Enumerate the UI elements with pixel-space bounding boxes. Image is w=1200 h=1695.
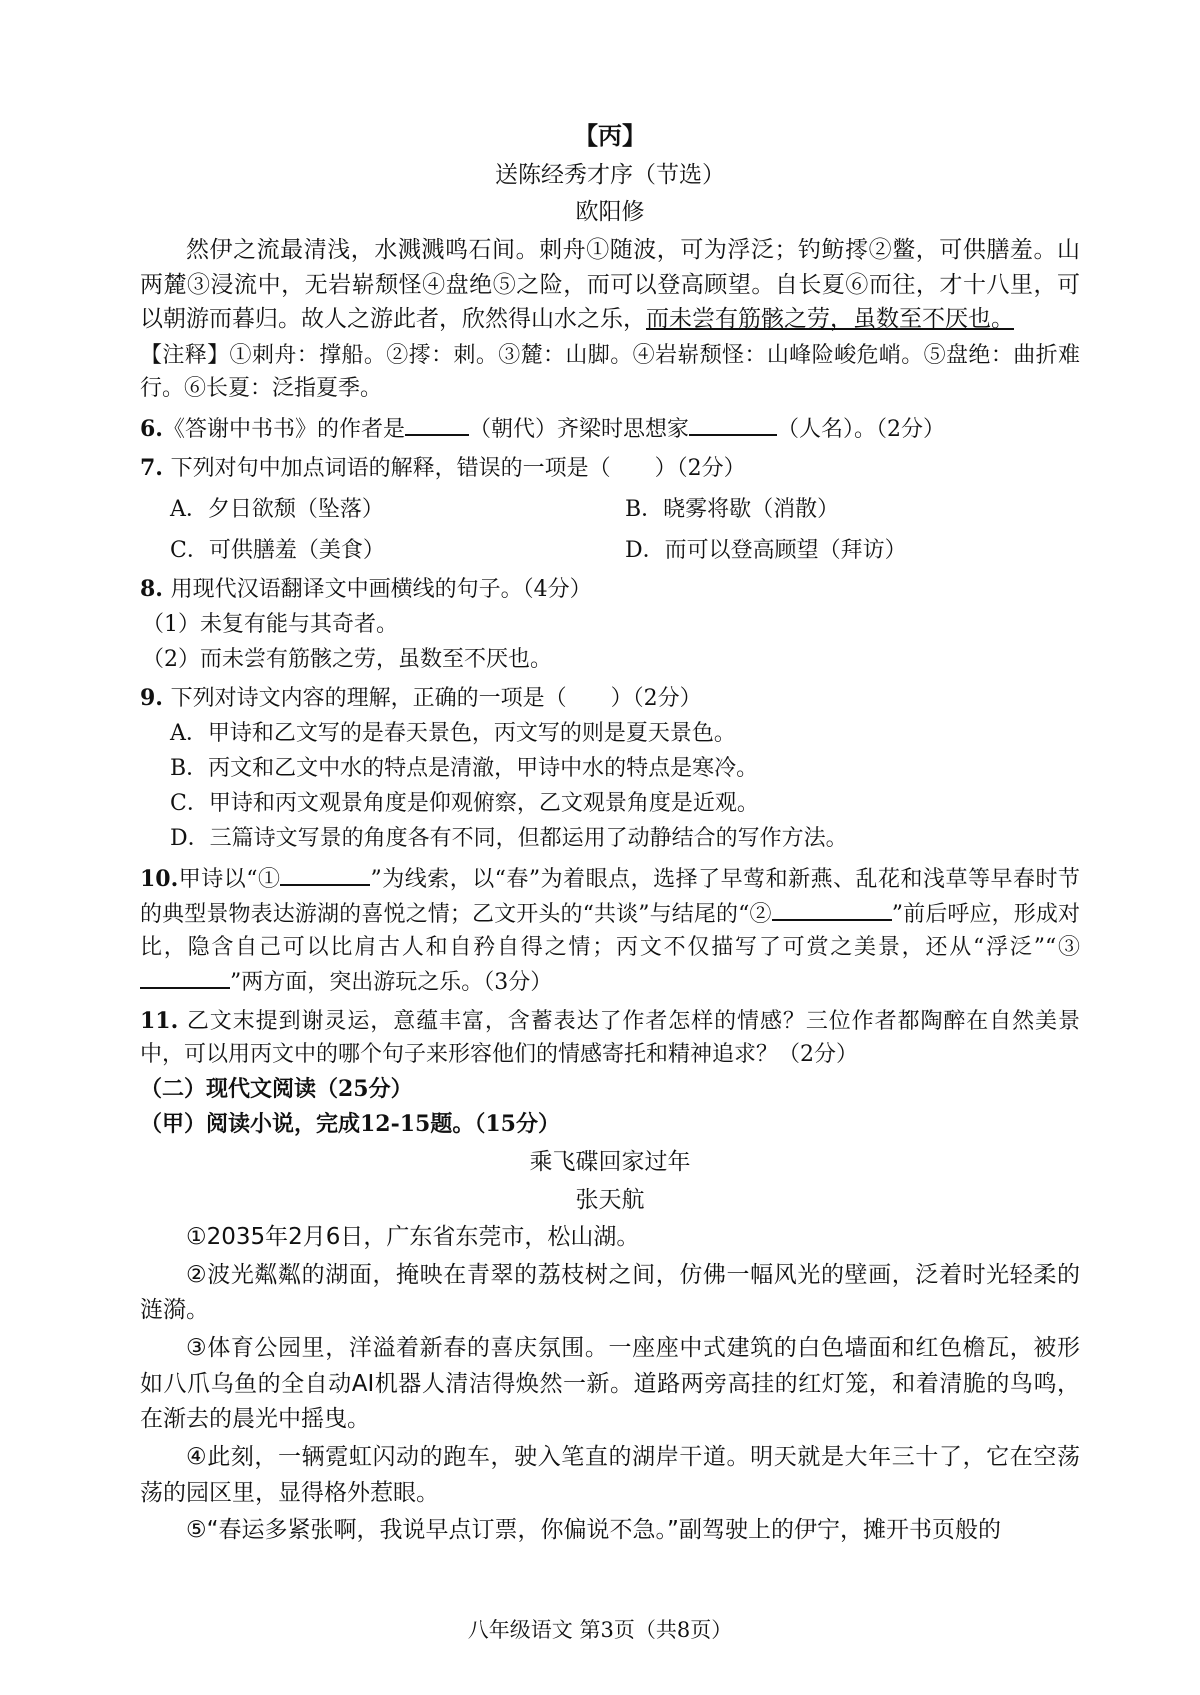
underlined-sentence: 而未尝有筋骸之劳，虽数至不厌也。 (646, 306, 1014, 332)
answer-blank[interactable] (689, 411, 777, 436)
passage-author: 欧阳修 (575, 198, 645, 225)
novel-paragraph: ③体育公园里，洋溢着新春的喜庆氛围。一座座中式建筑的白色墙面和红色檐瓦，被形如八爪乌鱼的全自动AI机器人清洁得焕然一新。道路两旁高挂的红灯笼，和着清脆的鸟鸣，在渐去的晨光中摇曳。 (140, 1335, 1080, 1433)
novel-paragraph: ②波光粼粼的湖面，掩映在青翠的荔枝树之间，仿佛一幅风光的壁画，泛着时光轻柔的涟漪。 (140, 1261, 1080, 1324)
question-11: 11. 乙文末提到谢灵运，意蕴丰富，含蓄表达了作者怎样的情感？三位作者都陶醉在自然美景中，可以用丙文中的哪个句子来形容他们的情感寄托和精神追求？（2分） (140, 1007, 1080, 1067)
question-10: 10.甲诗以“① ”为线索，以“春”为着眼点，选择了早莺和新燕、乱花和浅草等早春时节的典型景物表达游湖的喜悦之情；乙文开头的“共谈”与结尾的“② ”前后呼应，形成对比，隐含自己可以比肩古人和自矜自得之情；丙文不仅描写了可赏之美景，还从“浮泛”“③”两方面，突出游玩之乐。（3分） (140, 861, 1080, 999)
novel-author: 张天航 (575, 1186, 645, 1213)
question-7-options-row1 (170, 493, 1080, 526)
question-6: 6.《答谢中书书》的作者是 （朝代）齐梁时思想家 （人名）。（2分） (140, 411, 1080, 446)
section-subheading: （甲）阅读小说，完成12-15题。（15分） (140, 1110, 560, 1137)
section-heading: （二）现代文阅读（25分） (140, 1075, 413, 1102)
option-c: C．甲诗和丙文观景角度是仰观俯察，乙文观景角度是近观。 (170, 790, 759, 816)
answer-blank[interactable] (280, 861, 370, 886)
question-8: 8. 用现代汉语翻译文中画横线的句子。（4分） (140, 575, 592, 602)
passage-paragraph (140, 233, 1080, 337)
passage-text: 然伊之流最清浅，水溅溅鸣石间。刺舟①随波，可为浮泛；钓鲂㩕②鳖，可供膳羞。山两麓③浸流中，无岩崭颓怪④盘绝⑤之险，而可以登高顾望。自长夏⑥而往，才十八里，可以朝游而暮归。故人之游此者，欣然得山水之乐， (140, 237, 1080, 332)
novel-paragraph: ⑤“春运多紧张啊，我说早点订票，你偏说不急。”副驾驶上的伊宁，摊开书页般的 (186, 1517, 1001, 1544)
question-7: 7. 下列对句中加点词语的解释，错误的一项是（ ）（2分） (140, 454, 746, 481)
passage-label: 【丙】 (574, 121, 646, 150)
option-c: C．可供膳羞（美食） (170, 537, 385, 563)
novel-title: 乘飞碟回家过年 (529, 1148, 691, 1175)
novel-passage (140, 1145, 1080, 1549)
passage-notes: 【注释】①刺舟：撑船。②㩕：刺。③麓：山脚。④岩崭颓怪：山峰险峻危峭。⑤盘绝：曲折难行。⑥长夏：泛指夏季。 (140, 342, 1080, 401)
option-a: A．甲诗和乙文写的是春天景色，丙文写的则是夏天景色。 (170, 720, 736, 746)
option-d: D．而可以登高顾望（拜访） (625, 537, 907, 563)
answer-blank[interactable] (405, 411, 469, 436)
answer-blank[interactable] (772, 896, 892, 921)
question-8-item-2: （2）而未尝有筋骸之劳，虽数至不厌也。 (142, 646, 552, 672)
option-d: D．三篇诗文写景的角度各有不同，但都运用了动静结合的写作方法。 (170, 825, 848, 851)
page-footer: 八年级语文 第3页（共8页） (467, 1618, 733, 1642)
option-b: B．晓雾将歇（消散） (625, 496, 840, 522)
question-9: 9. 下列对诗文内容的理解，正确的一项是（ ）（2分） (140, 684, 702, 711)
novel-paragraph: ①2035年2月6日，广东省东莞市，松山湖。 (186, 1224, 640, 1251)
option-a: A．夕日欲颓（坠落） (170, 496, 384, 522)
option-b: B．丙文和乙文中水的特点是清澈，甲诗中水的特点是寒冷。 (170, 755, 759, 781)
passage-title: 送陈经秀才序（节选） (495, 162, 725, 188)
exam-page (140, 118, 1080, 1551)
answer-blank[interactable] (140, 964, 230, 989)
question-8-item-1: （1）未复有能与其奇者。 (142, 611, 398, 637)
novel-paragraph: ④此刻，一辆霓虹闪动的跑车，驶入笔直的湖岸干道。明天就是大年三十了，它在空荡荡的园区里，显得格外惹眼。 (140, 1444, 1080, 1506)
question-7-options-row2 (170, 534, 1080, 567)
